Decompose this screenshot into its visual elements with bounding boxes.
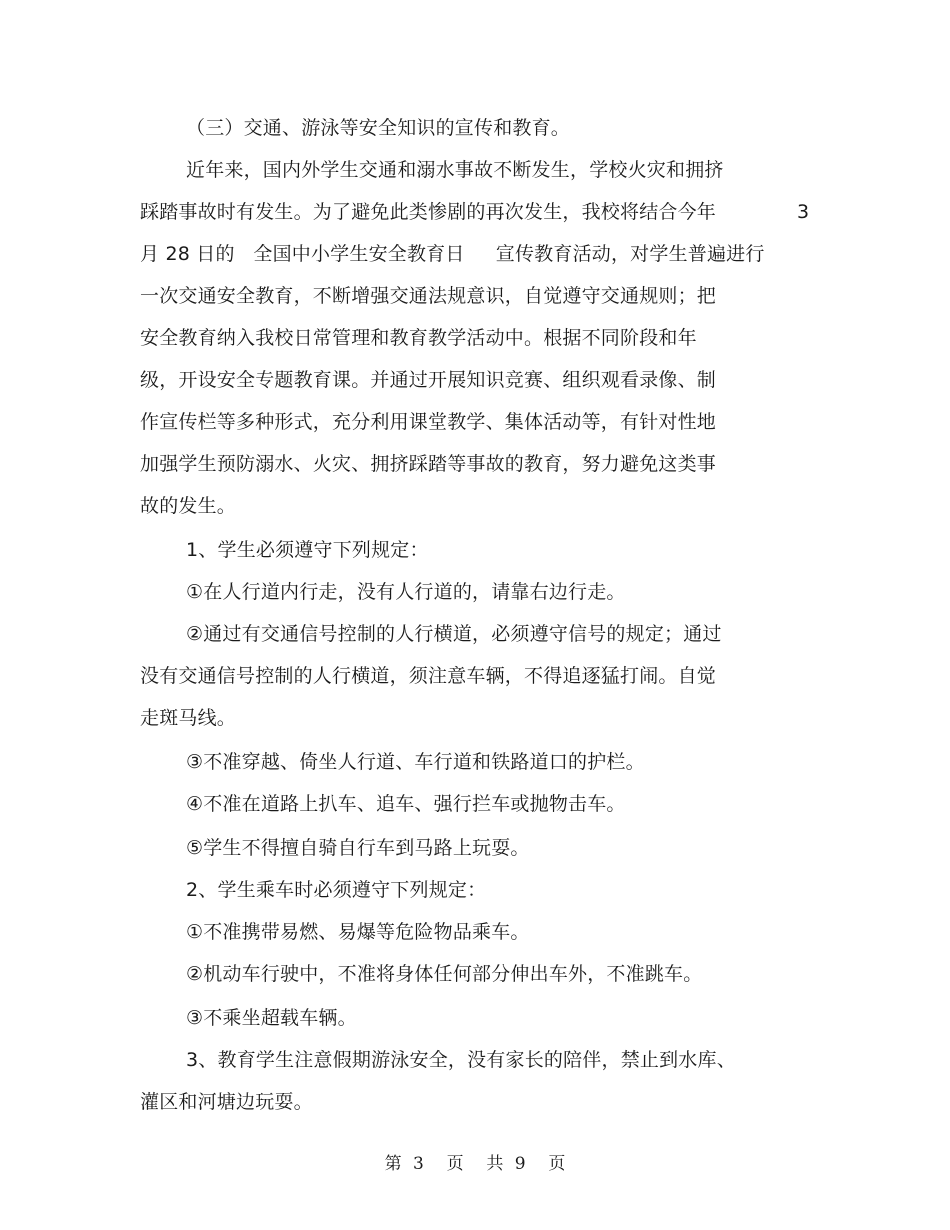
text-line: ①在人行道内行走，没有人行道的，请靠右边行走。	[186, 581, 626, 603]
text-line: 1、学生必须遵守下列规定：	[186, 539, 429, 561]
text-line: 3	[797, 201, 810, 223]
text-line: 级，开设安全专题教育课。并通过开展知识竞赛、组织观看录像、制	[140, 369, 717, 391]
text-line: 踩踏事故时有发生。为了避免此类惨剧的再次发生，我校将结合今年	[140, 201, 717, 223]
text-line: 一次交通安全教育，不断增强交通法规意识，自觉遵守交通规则；把	[140, 285, 717, 307]
page-number-label: 第 3 页 共 9 页	[384, 1154, 566, 1174]
text-line: 加强学生预防溺水、火灾、拥挤踩踏等事故的教育，努力避免这类事	[140, 453, 717, 475]
text-line: ③不乘坐超载车辆。	[186, 1007, 357, 1029]
text-line: 走斑马线。	[140, 707, 237, 729]
text-line: （三）交通、游泳等安全知识的宣传和教育。	[186, 117, 571, 139]
text-line: ④不准在道路上扒车、追车、强行拦车或抛物击车。	[186, 793, 626, 815]
text-line: 月 28 日的 全国中小学生安全教育日 宣传教育活动，对学生普遍进行	[140, 243, 765, 265]
text-line: 没有交通信号控制的人行横道，须注意车辆，不得追逐猛打闹。自觉	[140, 665, 717, 687]
text-line: 灌区和河塘边玩耍。	[140, 1091, 313, 1113]
text-line: ⑤学生不得擅自骑自行车到马路上玩耍。	[186, 837, 530, 859]
text-line: ③不准穿越、倚坐人行道、车行道和铁路道口的护栏。	[186, 751, 645, 773]
page-footer	[0, 1153, 950, 1175]
text-line: 故的发生。	[140, 495, 237, 517]
text-line: 3、教育学生注意假期游泳安全，没有家长的陪伴，禁止到水库、	[186, 1049, 736, 1071]
text-line: 安全教育纳入我校日常管理和教育教学活动中。根据不同阶段和年	[140, 327, 697, 349]
text-line: 作宣传栏等多种形式，充分利用课堂教学、集体活动等，有针对性地	[140, 411, 717, 433]
text-line: ②通过有交通信号控制的人行横道，必须遵守信号的规定；通过	[186, 623, 722, 645]
text-line: ①不准携带易燃、易爆等危险物品乘车。	[186, 921, 530, 943]
text-line: 近年来，国内外学生交通和溺水事故不断发生，学校火灾和拥挤	[186, 159, 724, 181]
text-line: ②机动车行驶中，不准将身体任何部分伸出车外，不准跳车。	[186, 963, 703, 985]
text-line: 2、学生乘车时必须遵守下列规定：	[186, 879, 487, 901]
